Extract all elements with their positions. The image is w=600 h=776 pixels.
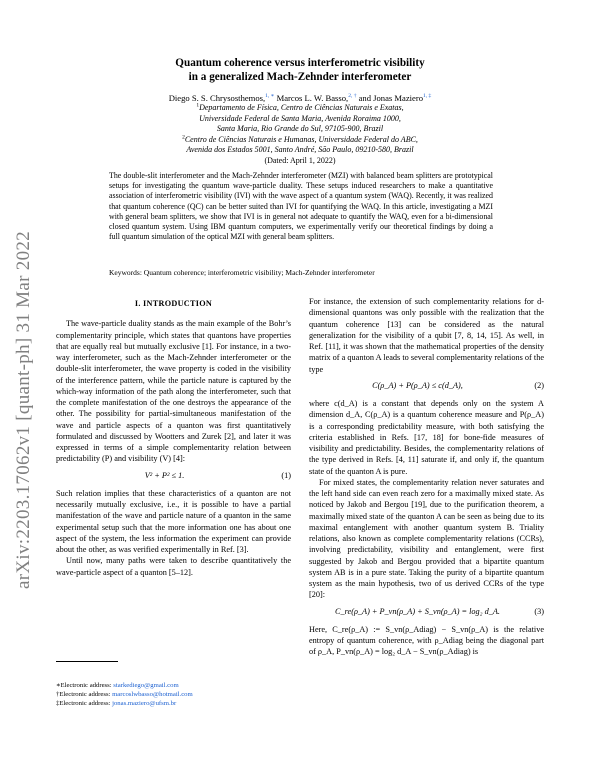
section-heading: I. INTRODUCTION: [134, 299, 213, 308]
abstract: The double-slit interferometer and the Mach-Zehnder interferometer (MZI) with balanced beam splitters are prototypical setups for investigating the quantum wave-particle duality. These setups induced researchers to make a quantitative association of interferometric visibility (IVI) with the wave aspect of a quantum system (WAQ). Recently, it was realized that quantum coherence (QC) can be better suited than IVI for quantifying the WAQ. In this article, investigating a MZI with general beam splitters, we show that IVI is in general not adequate to quantify the WAQ, even for a bi-dimensional closed quantum system. Using IBM quantum computers, we experimentally verify our theoretical findings by doing a full quantum simulation of the optical MZI with general beam splitters.: [109, 171, 493, 242]
affiliation-line: [60, 103, 540, 114]
footnotes: [56, 681, 296, 708]
footnote-2: [56, 690, 296, 699]
affiliation-1-line-2: Universidade Federal de Santa Maria, Avenida Roraima 1000,: [199, 113, 401, 123]
affiliation-line: [60, 135, 540, 146]
arxiv-stamp-container: [4, 210, 44, 610]
intro-paragraph-6: For mixed states, the complementarity relation never saturates and the left hand side can even reach zero for a maximally mixed state. As noticed by Jakob and Bergou [19], due to the purification theorem, a maximally mixed state of the quanton A can be seen as being due to its maximal entanglement with another quantum system B. Triality relations, also known as complete complementarity relations (CCRs), involving predictability, visibility and entanglement, were first suggested by Jakob and Bergou provided that a bipartite quantum system AB is in a pure state. Taking the purity of a bipartite quantum system as the main hypothesis, two of us derived CCRs of the type [20]:: [309, 477, 544, 600]
author-2: Marcos L. W. Basso,: [276, 92, 349, 103]
intro-paragraph-3: Until now, many paths were taken to describe quantitatively the wave-particle aspect of a quanton [5–12].: [56, 556, 291, 577]
footnote-1-label: ∗Electronic address:: [56, 682, 114, 689]
intro-paragraph-1: The wave-particle duality stands as the main example of the Bohr’s complementarity principle, which states that quantons have properties that are equally real but mutually exclusive [1]. For instance, in a two-way interferometer, such as the Mach-Zehnder interferometer or the double-slit interferometer, the wave property is coded in the visibility of the interference pattern, while the particle nature is captured by the which-way information of the path along the interferometer, such that the complete manifestation of the one destroys the appearance of the other. The possibility for partial-simultaneous manifestation of the wave and particle aspects of a quanton was first quantitatively formulated and discussed by Wootters and Zurek [2], and later it was expressed in terms of a simple complementarity relation between predictability (P) and visibility (V) [4]:: [56, 319, 291, 464]
paper-title: [60, 56, 540, 84]
equation-3: [309, 606, 544, 617]
affiliation-2-line-1: Centro de Ciências Naturais e Humanas, Universidade Federal do ABC,: [184, 134, 418, 144]
author-list: [60, 91, 540, 104]
intro-paragraph-7: Here, C_re(ρ_A) := S_vn(ρ_Adiag) − S_vn(ρ_A) is the relative entropy of quantum coherence, with ρ_Adiag being the diagonal part of ρ_A, P_vn(ρ_A) = log₂ d_A − S_vn(ρ_Adiag) is: [309, 624, 544, 657]
keywords: Keywords: Quantum coherence; interferometric visibility; Mach-Zehnder interferometer: [109, 268, 375, 277]
affiliations: [60, 103, 540, 167]
equation-3-body: C_re(ρ_A) + P_vn(ρ_A) + S_vn(ρ_A) = log₂ d_A.: [335, 606, 500, 616]
affiliation-2-number: 2: [182, 134, 185, 141]
footnote-3-label: ‡Electronic address:: [56, 700, 113, 708]
right-column: [309, 296, 544, 658]
equation-1-body: V² + P² ≤ 1.: [144, 470, 185, 480]
footnote-rule: [56, 661, 118, 662]
author-3: and Jonas Maziero: [358, 92, 424, 103]
equation-1: [56, 470, 291, 481]
equation-2: [309, 380, 544, 391]
equation-3-number: (3): [534, 606, 544, 616]
equation-1-number: (1): [281, 470, 291, 480]
affiliation-2-line-2: Avenida dos Estados 5001, Santo André, São Paulo, 09210-580, Brazil: [186, 145, 414, 155]
title-line-1: Quantum coherence versus interferometric visibility: [175, 57, 425, 69]
author-2-mark[interactable]: 2, †: [348, 93, 357, 99]
dated-line: (Dated: April 1, 2022): [264, 155, 336, 165]
intro-paragraph-5: where c(d_A) is a constant that depends only on the system A dimension d_A, C(ρ_A) is a quantum coherence measure and P(ρ_A) is a corresponding predictability measure, with both satisfying the criteria established in Refs. [17, 18] for bone-fide measures of visibility and predictability. Besides, the complementarity relations of the type derived in Refs. [4, 11] saturate if, and only if, the quantum state of the quanton A is pure.: [309, 399, 544, 476]
footnote-3: [56, 699, 296, 708]
intro-paragraph-2: Such relation implies that these characteristics of a quanton are not necessarily mutually exclusive, i.e., it is possible to have a partial manifestation of the wave and particle nature of a quanton in the same experimental setup such that the more information one has about one aspect of the system, the less information the experiment can provide about the other, as was verified experimentally in Ref. [3].: [56, 488, 291, 554]
arxiv-stamp: arXiv:2203.17062v1 [quant-ph] 31 Mar 2022: [13, 231, 34, 589]
title-line-2: in a generalized Mach-Zehnder interferometer: [188, 71, 412, 83]
footnote-1-email-link[interactable]: starkediego@gmail.com: [113, 682, 179, 689]
intro-paragraph-4: For instance, the extension of such complementarity relations for d-dimensional quantons was only possible with the realization that the quantum coherence [13] can be considered as the natural generalization for the visibility of a qubit [7, 8, 14, 15]. As well, in Ref. [11], it was shown that the mathematical properties of the density matrix of a quanton A leads to several complementarity relations of the type: [309, 297, 544, 374]
author-3-mark[interactable]: 1, ‡: [423, 93, 432, 99]
author-1-mark[interactable]: 1, ∗: [265, 93, 275, 99]
footnote-1: [56, 681, 296, 690]
author-1: Diego S. S. Chrysosthemos,: [168, 92, 266, 103]
equation-2-body: C(ρ_A) + P(ρ_A) ≤ c(d_A),: [372, 380, 463, 390]
affiliation-1-number: 1: [196, 102, 200, 109]
affiliation-1-line-3: Santa Maria, Rio Grande do Sul, 97105-900, Brazil: [216, 124, 384, 134]
left-column: [56, 296, 291, 578]
footnote-3-email-link[interactable]: jonas.maziero@ufsm.br: [112, 700, 177, 708]
footnote-2-email-link[interactable]: marcoslwbasso@hotmail.com: [112, 691, 193, 699]
affiliation-1-line-1: Departamento de Física, Centro de Ciências Naturais e Exatas,: [199, 103, 404, 112]
equation-2-number: (2): [534, 380, 544, 390]
footnote-2-label: †Electronic address:: [56, 691, 113, 699]
